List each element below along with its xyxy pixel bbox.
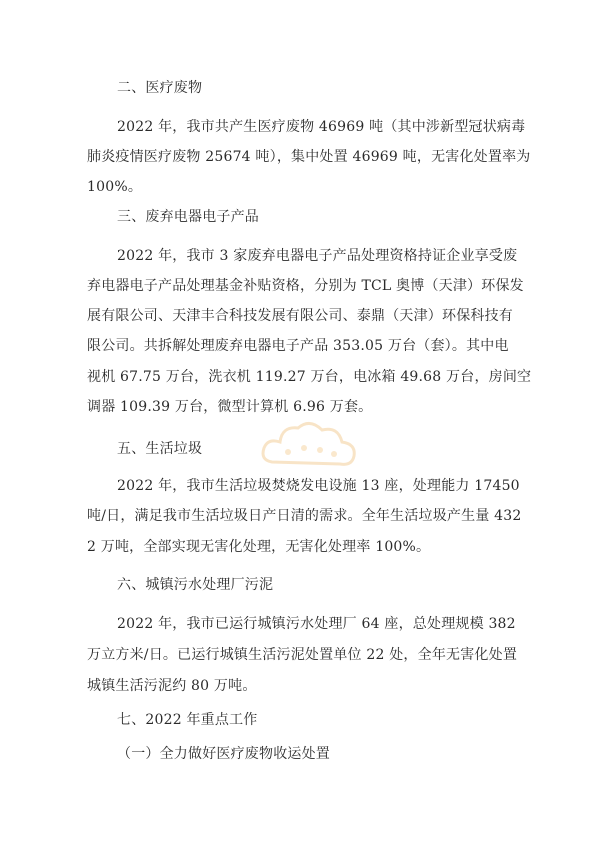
- section-heading-electronic-waste: 三、废弃电器电子产品: [117, 209, 259, 225]
- subsection-heading: （一）全力做好医疗废物收运处置: [117, 746, 330, 762]
- paragraph-line: 肺炎疫情医疗废物 25674 吨），集中处置 46969 吨，无害化处置率为: [87, 149, 531, 165]
- paragraph-line: 2022 年，我市已运行城镇污水处理厂 64 座，总处理规模 382: [117, 616, 516, 632]
- paragraph-line: 吨/日，满足我市生活垃圾日产日清的需求。全年生活垃圾产生量 432: [87, 508, 522, 524]
- paragraph-line: 2022 年，我市 3 家废弃电器电子产品处理资格持证企业享受废: [117, 248, 518, 264]
- paragraph-line: 弃电器电子产品处理基金补贴资格，分别为 TCL 奥博（天津）环保发: [87, 278, 524, 294]
- paragraph-line: 限公司。共拆解处理废弃电器电子产品 353.05 万台（套）。其中电: [87, 338, 509, 354]
- cloud-logo-icon: [258, 410, 368, 480]
- paragraph-line: 2022 年，我市生活垃圾焚烧发电设施 13 座，处理能力 17450: [117, 478, 520, 494]
- section-heading-sludge: 六、城镇污水处理厂污泥: [117, 577, 274, 593]
- paragraph-line: 100%。: [87, 179, 143, 195]
- paragraph-line: 展有限公司、天津丰合科技发展有限公司、泰鼎（天津）环保科技有: [87, 308, 513, 324]
- section-heading-key-work: 七、2022 年重点工作: [117, 712, 258, 728]
- section-heading-domestic-waste: 五、生活垃圾: [117, 441, 203, 457]
- paragraph-line: 2022 年，我市共产生医疗废物 46969 吨（其中涉新型冠状病毒: [117, 119, 526, 135]
- paragraph-line: 视机 67.75 万台，洗衣机 119.27 万台，电冰箱 49.68 万台，房间空: [87, 369, 532, 385]
- paragraph-line: 2 万吨，全部实现无害化处理，无害化处理率 100%。: [87, 539, 431, 555]
- paragraph-line: 调器 109.39 万台，微型计算机 6.96 万套。: [87, 399, 373, 415]
- section-heading-medical-waste: 二、医疗废物: [117, 80, 203, 96]
- paragraph-line: 万立方米/日。已运行城镇生活污泥处置单位 22 处，全年无害化处置: [87, 647, 518, 663]
- paragraph-line: 城镇生活污泥约 80 万吨。: [87, 678, 257, 694]
